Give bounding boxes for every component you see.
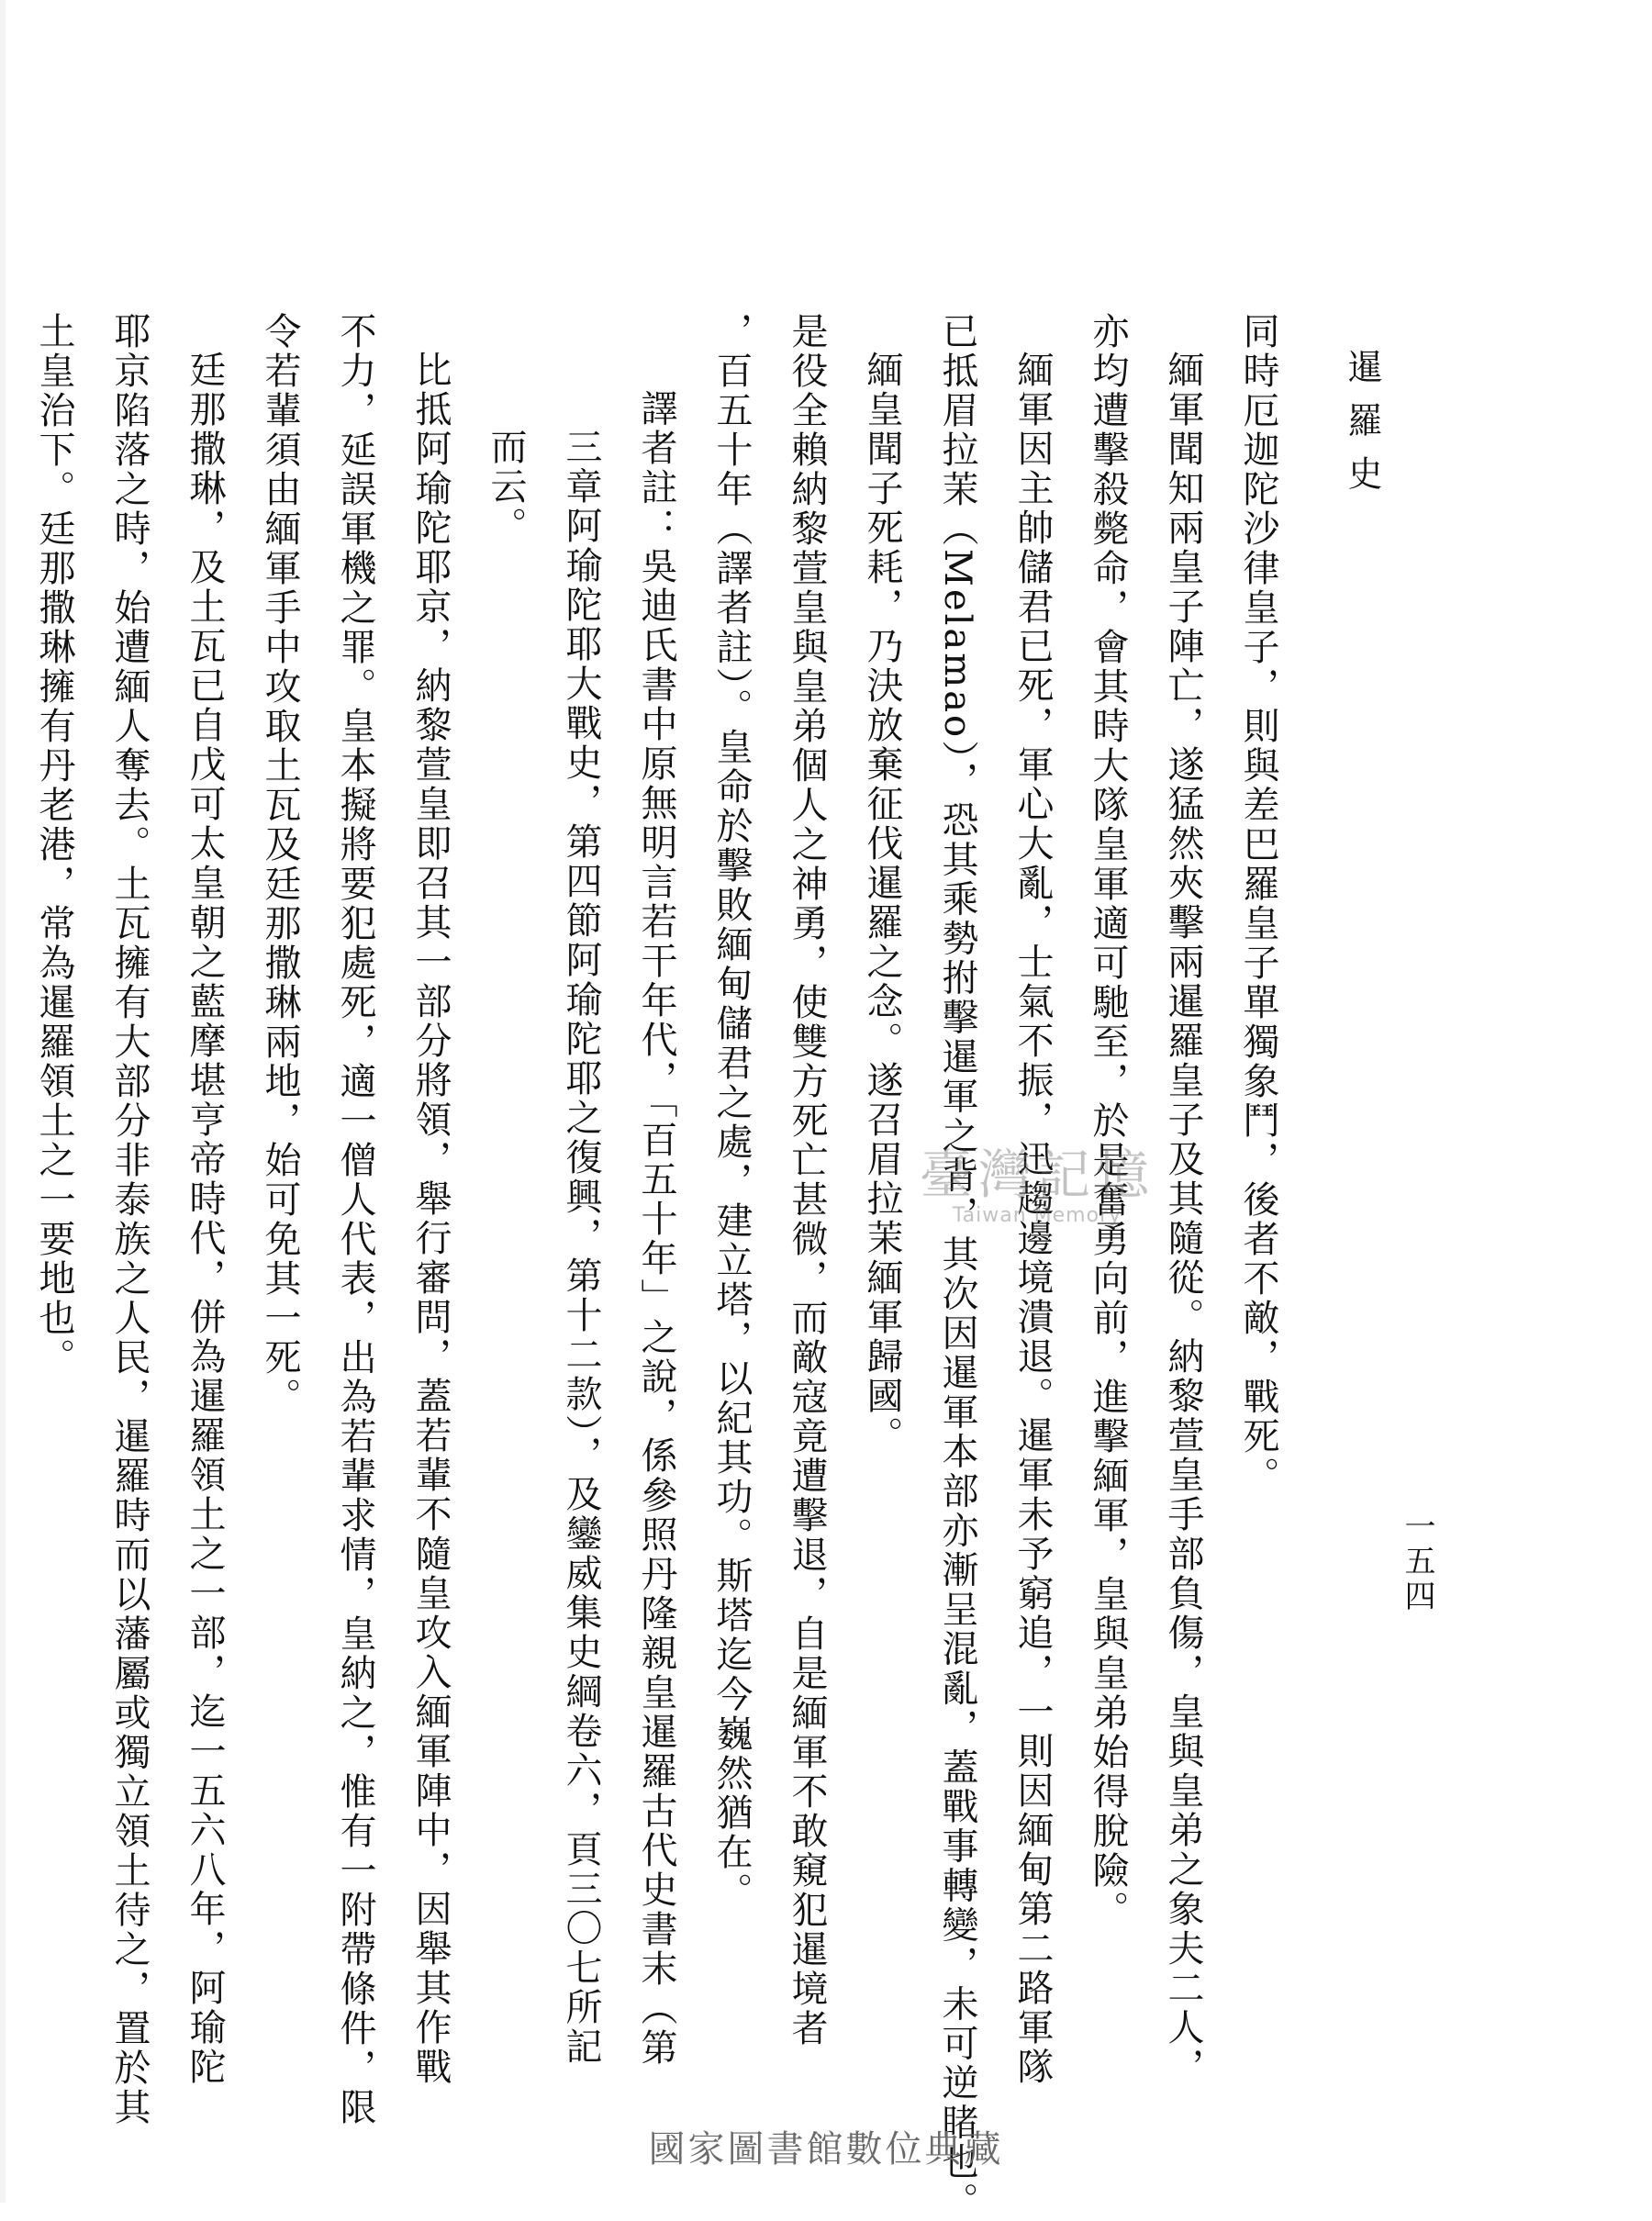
translator-note: 而云。 — [485, 428, 527, 546]
text-column: 緬軍因主帥儲君已死，軍心大亂，士氣不振，迅趨邊境潰退。暹軍未予窮追，一則因緬甸第二路軍隊 — [1011, 351, 1054, 2087]
scan-edge — [0, 0, 6, 2203]
text-column: 亦均遭擊殺斃命，會其時大隊皇軍適可馳至，於是奮勇向前，進擊緬軍，皇與皇弟始得脫險。 — [1087, 312, 1129, 1930]
text-column: 土皇治下。廷那撒琳擁有丹老港，常為暹羅領土之一要地也。 — [33, 312, 75, 1378]
text-column: 緬皇聞子死耗，乃決放棄征伐暹羅之念。遂召眉拉茉緬軍歸國。 — [861, 351, 903, 1456]
text-column: 是役全賴納黎萱皇與皇弟個人之神勇，使雙方死亡甚微，而敵寇竟遭擊退，自是緬軍不敢窺犯暹境者 — [786, 312, 828, 2048]
page-number: 一五四 — [1399, 1510, 1435, 1614]
translator-note: 三章阿瑜陀耶大戰史，第四節阿瑜陀耶之復興，第十二款），及鑾威集史綱卷六，頁三〇七所記 — [560, 428, 602, 2067]
text-column: 廷那撒琳，及土瓦已自戊可太皇朝之藍摩堪亨帝時代，併為暹羅領土之一部，迄一五六八年，阿瑜陀 — [184, 351, 226, 2087]
text-column: ，百五十年（譯者註）。皇命於擊敗緬甸儲君之處，建立塔，以紀其功。斯塔迄今巍然猶在。 — [710, 312, 753, 1912]
text-column: 不力，延誤軍機之罪。皇本擬將要犯處死，適一僧人代表，出為若輩求情，皇納之，惟有一附帶條件，限 — [334, 312, 376, 2127]
text-column: 緬軍聞知兩皇子陣亡，遂猛然夾擊兩暹羅皇子及其隨從。納黎萱皇手部負傷，皇與皇弟之象夫二人， — [1162, 351, 1204, 2087]
text-column: 同時厄迦陀沙律皇子，則與差巴羅皇子單獨象鬥，後者不敵，戰死。 — [1237, 312, 1279, 1496]
watermark-text-en: Taiwan Memory — [952, 1204, 1122, 1227]
text-column: 比抵阿瑜陀耶京，納黎萱皇即召其一部分將領，舉行審問，蓋若輩不隨皇攻入緬軍陣中，因舉其作戰 — [409, 351, 452, 2087]
text-column: 耶京陷落之時，始遭緬人奪去。土瓦擁有大部分非泰族之人民，暹羅時而以藩屬或獨立領土待之，置於其 — [108, 312, 151, 2127]
watermark-text-cn: 臺灣記憶 — [919, 1144, 1155, 1206]
running-title: 暹羅史 — [1342, 349, 1382, 508]
text-column: 已抵眉拉茉（Melamao），恐其乘勢拊擊暹軍之背，其次因暹軍本部亦漸呈混亂，蓋戰事轉變，未可逆睹也。 — [936, 312, 978, 2221]
translator-note: 譯者註：吳迪氏書中原無明言若干年代，「百五十年」之說，係參照丹隆親皇暹羅古代史書末（第 — [635, 389, 677, 2068]
text-column: 令若輩須由緬軍手中攻取土瓦及廷那撒琳兩地，始可免其一死。 — [259, 312, 301, 1417]
library-footer: 國家圖書館數位典藏 — [648, 2128, 1004, 2171]
